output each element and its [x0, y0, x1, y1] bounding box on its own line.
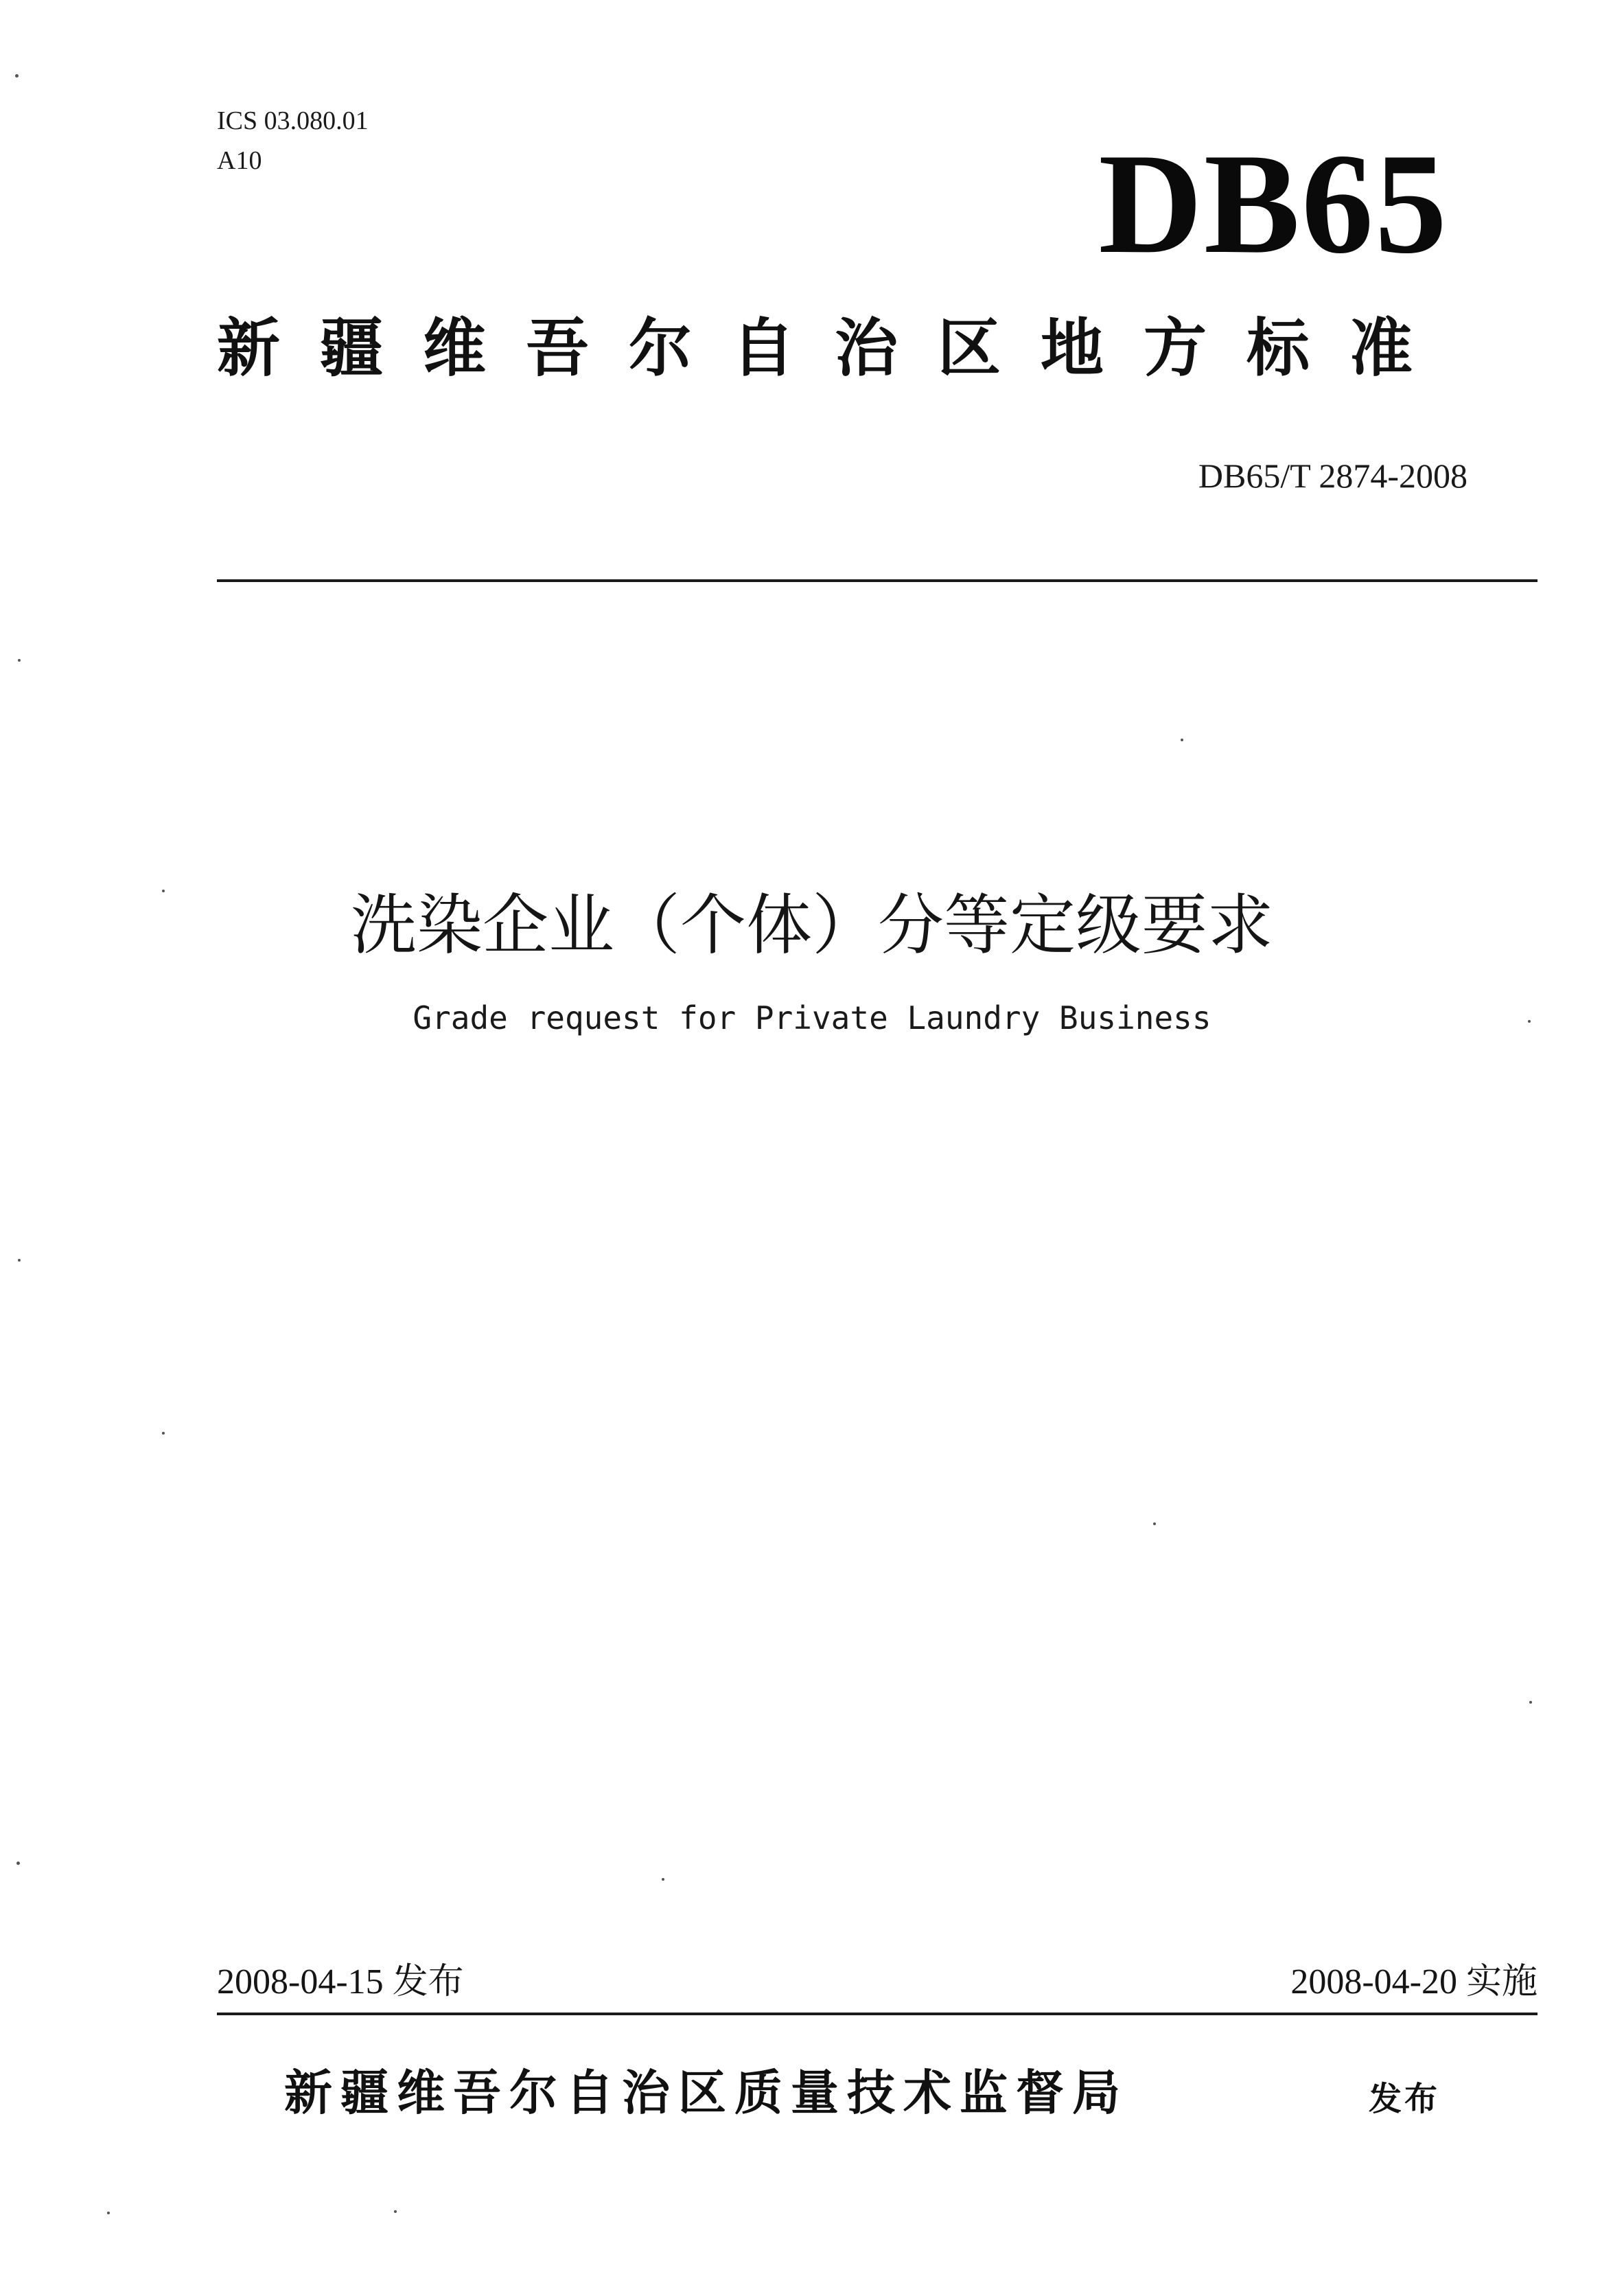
scan-speck — [394, 2210, 397, 2213]
ics-code: ICS 03.080.01 — [217, 106, 369, 135]
classification-code: A10 — [217, 146, 262, 175]
scan-speck — [18, 1259, 21, 1262]
publisher-suffix: 发布 — [1369, 2080, 1441, 2118]
scan-speck — [1529, 1701, 1532, 1704]
scan-speck — [18, 659, 21, 662]
implementation-date: 2008-04-20 实施 — [1290, 1962, 1538, 2002]
scan-speck — [662, 1878, 664, 1881]
document-title-english: Grade request for Private Laundry Business — [413, 999, 1211, 1036]
scan-speck — [107, 2212, 110, 2214]
scan-speck — [162, 890, 165, 892]
bottom-divider — [217, 2013, 1538, 2015]
scan-speck — [1528, 1020, 1531, 1023]
standard-number: DB65/T 2874-2008 — [1198, 456, 1468, 495]
scan-speck — [16, 1862, 20, 1865]
scan-speck — [1181, 739, 1183, 741]
publisher-name: 新疆维吾尔自治区质量技术监督局 — [284, 2065, 1128, 2121]
top-divider — [217, 579, 1538, 582]
document-title-chinese: 洗染企业（个体）分等定级要求 — [351, 887, 1273, 964]
scan-speck — [1153, 1522, 1156, 1525]
issue-date: 2008-04-15 发布 — [217, 1962, 464, 2002]
db-code-logo: DB65 — [1098, 124, 1448, 283]
scan-speck — [162, 1432, 165, 1435]
standard-type-heading: 新疆维吾尔自治区地方标准 — [217, 312, 1453, 385]
scan-speck — [15, 74, 19, 78]
